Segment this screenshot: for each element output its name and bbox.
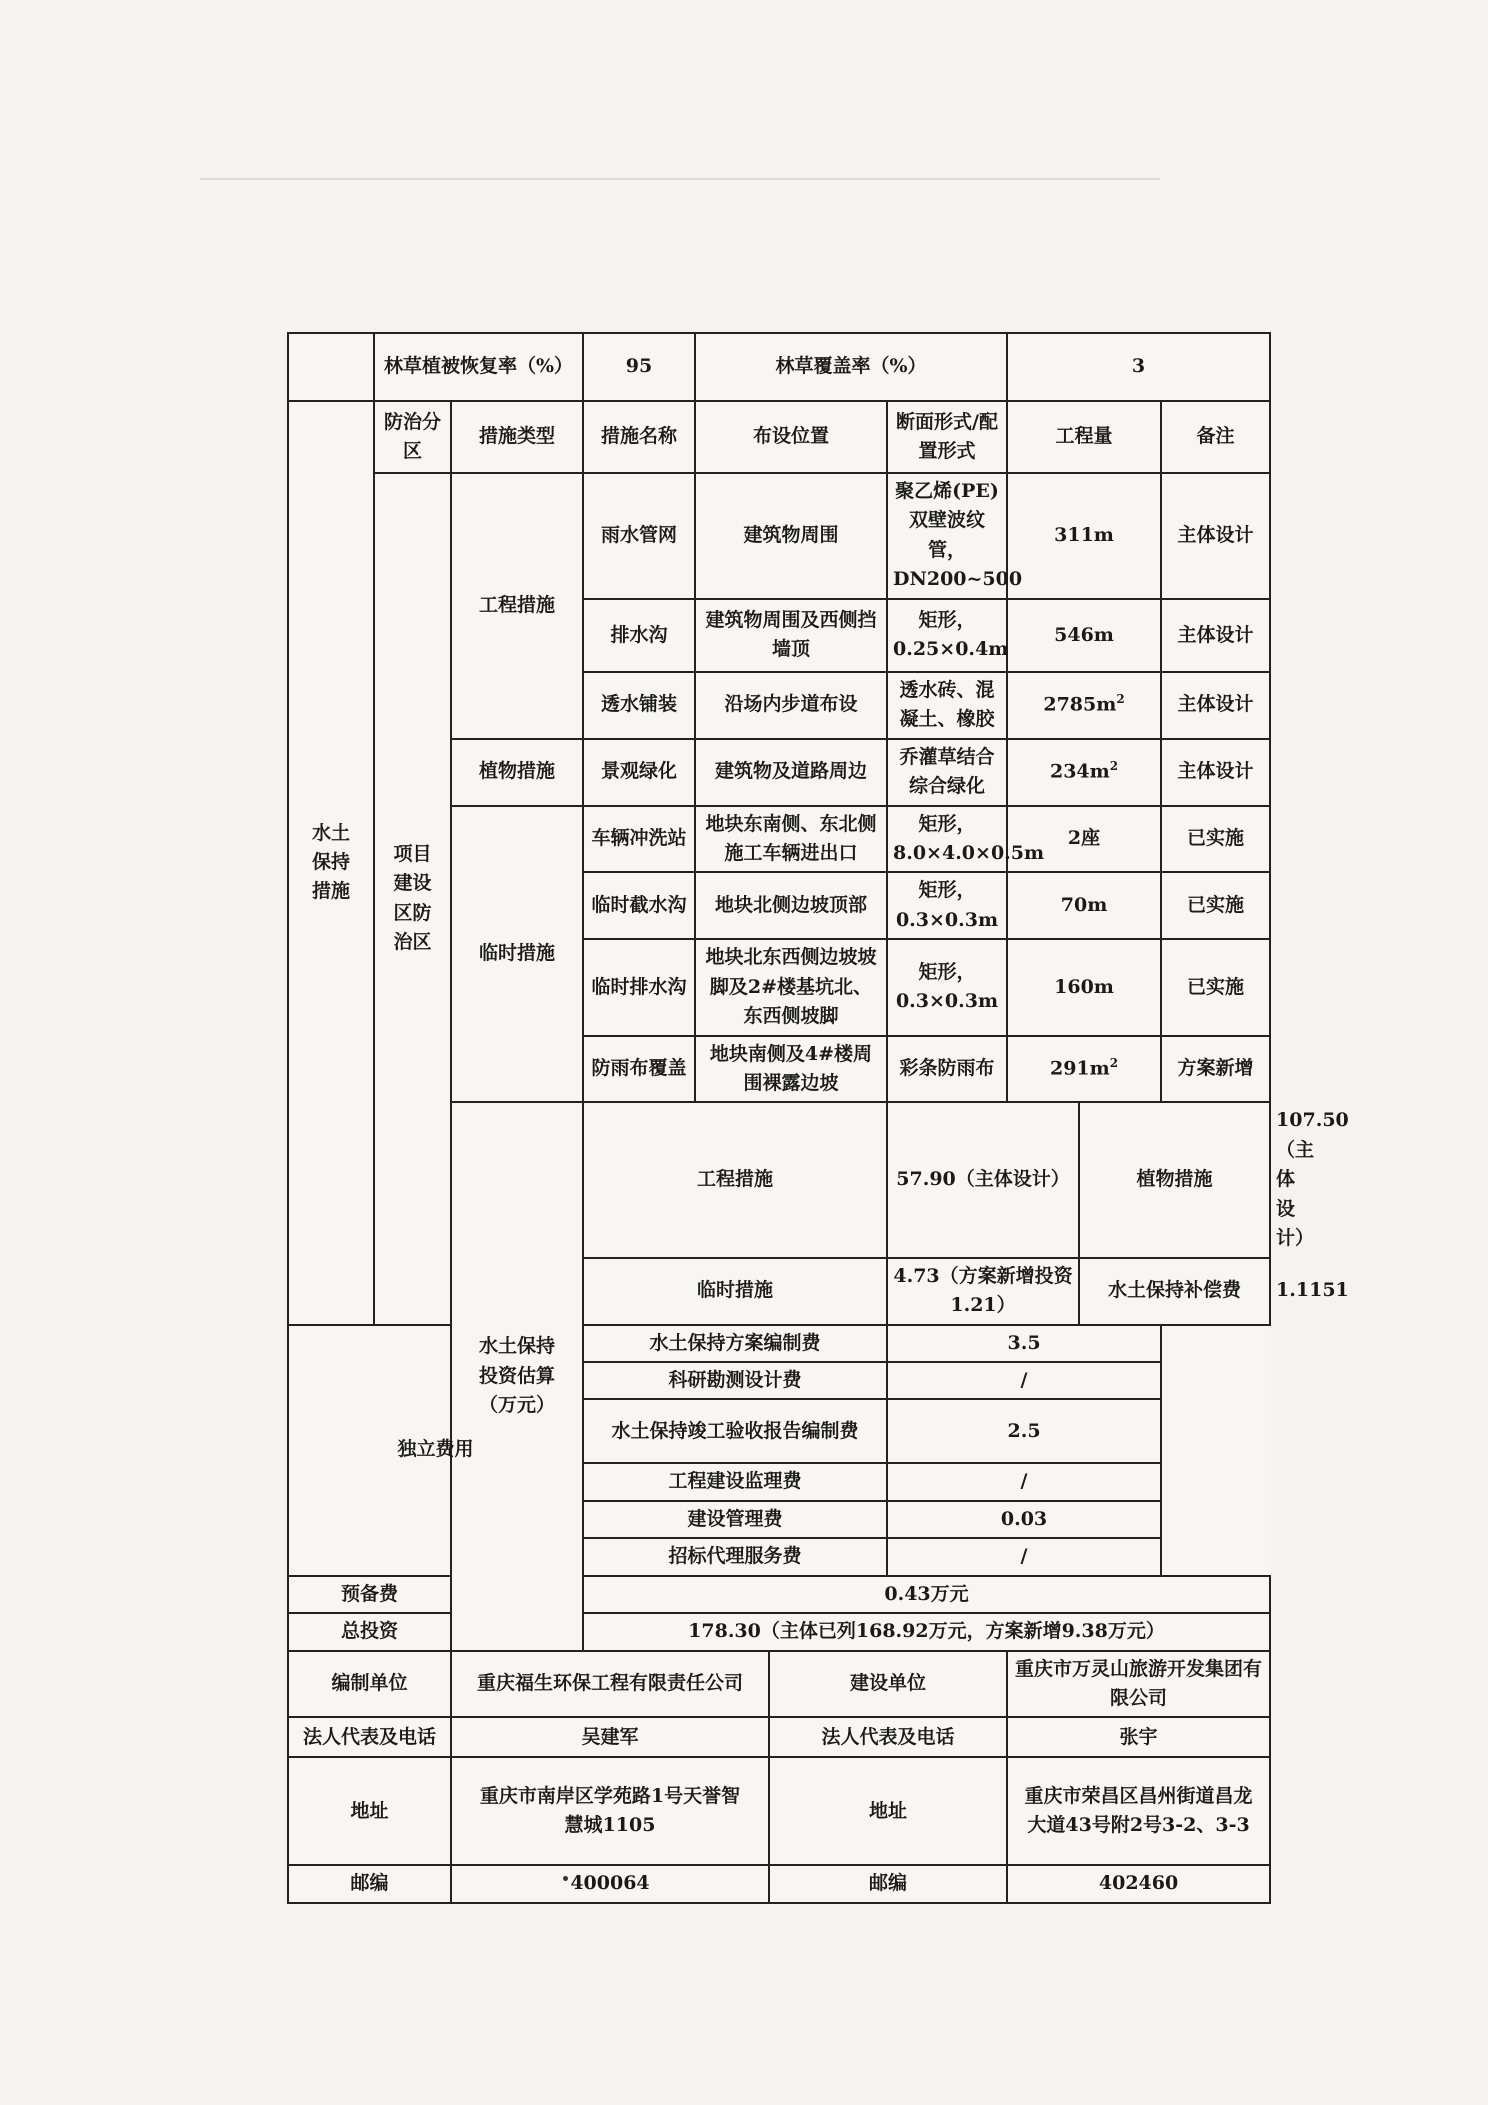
measures-header-row [288, 401, 1270, 473]
measure-form: 彩条防雨布 [887, 1036, 1007, 1103]
invest-row-temporary: 临时措施 4.73（方案新增投资1.21） 水土保持补偿费 1.1151 [288, 1258, 1270, 1325]
invest-temp-label: 临时措施 [583, 1258, 887, 1325]
prep-zip-label: 邮编 [288, 1865, 451, 1902]
scan-dot [563, 1876, 568, 1881]
measure-row [288, 473, 1270, 599]
measure-quantity: 70m [1007, 872, 1161, 939]
measure-note: 已实施 [1161, 806, 1270, 873]
forest-coverage-value: 3 [1007, 333, 1270, 401]
invest-row-engineering: 水土保持投资估算（万元） 工程措施 57.90（主体设计） 植物措施 107.50（主体设计） [288, 1102, 1270, 1257]
zone-label: 项目建设区防治区 [374, 473, 451, 1325]
address-row [288, 1757, 1270, 1865]
reserve-fee-label: 预备费 [288, 1576, 451, 1613]
invest-plant-label: 植物措施 [1079, 1102, 1270, 1257]
indep-fee-item: 招标代理服务费 [583, 1538, 887, 1575]
header-type: 措施类型 [451, 401, 583, 473]
build-address-value: 重庆市荣昌区昌州街道昌龙大道43号附2号3-2、3-3 [1007, 1757, 1270, 1865]
measures-section-label: 水土保持措施 [288, 401, 374, 1325]
build-unit-value: 重庆市万灵山旅游开发集团有限公司 [1007, 1651, 1270, 1718]
measure-form: 矩形，0.25×0.4m [887, 599, 1007, 672]
total-investment-value: 178.30（主体已列168.92万元，方案新增9.38万元） [583, 1613, 1270, 1650]
indep-fee-item: 水土保持方案编制费 [583, 1325, 887, 1362]
measure-name: 临时截水沟 [583, 872, 695, 939]
quantity-exponent: 2 [1116, 692, 1125, 707]
soil-water-conservation-table [287, 332, 1349, 1904]
measure-quantity [1007, 672, 1161, 739]
header-zone: 防治分区 [374, 401, 451, 473]
indep-fee-value: 0.03 [887, 1501, 1161, 1538]
measure-location: 沿场内步道布设 [695, 672, 887, 739]
build-zip-value: 402460 [1007, 1865, 1270, 1902]
invest-eng-label: 工程措施 [583, 1102, 887, 1257]
unit-row [288, 1651, 1270, 1718]
measure-form: 聚乙烯(PE)双壁波纹管，DN200~500 [887, 473, 1007, 599]
measure-quantity [1007, 1036, 1161, 1103]
measure-quantity: 546m [1007, 599, 1161, 672]
prep-legal-label: 法人代表及电话 [288, 1717, 451, 1757]
invest-comp-label: 水土保持补偿费 [1079, 1258, 1270, 1325]
measure-note: 方案新增 [1161, 1036, 1270, 1103]
scan-artifact-line [200, 178, 1160, 180]
quantity-exponent: 2 [1109, 759, 1119, 774]
measure-name: 景观绿化 [583, 739, 695, 806]
measure-type: 临时措施 [451, 806, 583, 1103]
measure-name: 车辆冲洗站 [583, 806, 695, 873]
indep-fee-row [288, 1325, 1270, 1362]
measure-form: 矩形，8.0×4.0×0.5m [887, 806, 1007, 873]
measure-location: 建筑物周围 [695, 473, 887, 599]
measure-note: 已实施 [1161, 872, 1270, 939]
build-address-label: 地址 [769, 1757, 1007, 1865]
measure-location: 建筑物周围及西侧挡墙顶 [695, 599, 887, 672]
measure-location: 地块东南侧、东北侧施工车辆进出口 [695, 806, 887, 873]
measure-form: 矩形，0.3×0.3m [887, 939, 1007, 1035]
measure-location: 地块南侧及4#楼周围裸露边坡 [695, 1036, 887, 1103]
indep-fee-value: 2.5 [887, 1399, 1161, 1463]
prep-address-value: 重庆市南岸区学苑路1号天誉智慧城1105 [451, 1757, 769, 1865]
indep-fee-item: 科研勘测设计费 [583, 1362, 887, 1399]
indep-fee-label: 独立费用 [288, 1325, 583, 1576]
reserve-fee-value: 0.43万元 [583, 1576, 1270, 1613]
invest-eng-value: 57.90（主体设计） [887, 1102, 1079, 1257]
quantity-number: 234m [1049, 760, 1110, 783]
build-legal-label: 法人代表及电话 [769, 1717, 1007, 1757]
measure-name: 防雨布覆盖 [583, 1036, 695, 1103]
measure-note: 主体设计 [1161, 473, 1270, 599]
header-quantity: 工程量 [1007, 401, 1161, 473]
measure-note: 主体设计 [1161, 739, 1270, 806]
measure-location: 地块北东西侧边坡坡脚及2#楼基坑北、东西侧坡脚 [695, 939, 887, 1035]
build-unit-label: 建设单位 [769, 1651, 1007, 1718]
indep-fee-value: / [887, 1463, 1161, 1500]
measure-quantity: 2座 [1007, 806, 1161, 873]
blank-cell [288, 333, 374, 401]
reserve-fee-row [288, 1576, 1270, 1613]
measure-location: 建筑物及道路周边 [695, 739, 887, 806]
invest-temp-value: 4.73（方案新增投资1.21） [887, 1258, 1079, 1325]
zip-row [288, 1865, 1270, 1902]
measure-name: 排水沟 [583, 599, 695, 672]
prep-unit-label: 编制单位 [288, 1651, 451, 1718]
indep-fee-value: / [887, 1362, 1161, 1399]
prep-legal-value: 吴建军 [451, 1717, 769, 1757]
vegetation-rate-row [288, 333, 1270, 401]
measure-name: 雨水管网 [583, 473, 695, 599]
measure-type: 工程措施 [451, 473, 583, 739]
measure-quantity [1007, 739, 1161, 806]
indep-fee-item: 建设管理费 [583, 1501, 887, 1538]
header-location: 布设位置 [695, 401, 887, 473]
prep-zip-value: 400064 [451, 1865, 769, 1902]
investment-section-label: 水土保持投资估算（万元） [451, 1102, 583, 1650]
header-note: 备注 [1161, 401, 1270, 473]
build-zip-label: 邮编 [769, 1865, 1007, 1902]
measure-quantity: 311m [1007, 473, 1161, 599]
measure-quantity: 160m [1007, 939, 1161, 1035]
measure-name: 临时排水沟 [583, 939, 695, 1035]
total-investment-label: 总投资 [288, 1613, 451, 1650]
quantity-exponent: 2 [1109, 1056, 1119, 1071]
measure-note: 主体设计 [1161, 672, 1270, 739]
measure-note: 已实施 [1161, 939, 1270, 1035]
measure-form: 乔灌草结合综合绿化 [887, 739, 1007, 806]
header-name: 措施名称 [583, 401, 695, 473]
indep-fee-value: / [887, 1538, 1161, 1575]
total-investment-row [288, 1613, 1270, 1650]
legal-rep-row [288, 1717, 1270, 1757]
measure-form: 矩形，0.3×0.3m [887, 872, 1007, 939]
measure-location: 地块北侧边坡顶部 [695, 872, 887, 939]
header-form: 断面形式/配置形式 [887, 401, 1007, 473]
quantity-number: 2785m [1043, 693, 1117, 716]
vegetation-recovery-value: 95 [583, 333, 695, 401]
measure-form: 透水砖、混凝土、橡胶 [887, 672, 1007, 739]
indep-fee-item: 工程建设监理费 [583, 1463, 887, 1500]
quantity-number: 291m [1049, 1057, 1110, 1080]
measure-type: 植物措施 [451, 739, 583, 806]
build-legal-value: 张宇 [1007, 1717, 1270, 1757]
prep-address-label: 地址 [288, 1757, 451, 1865]
indep-fee-value: 3.5 [887, 1325, 1161, 1362]
indep-fee-item: 水土保持竣工验收报告编制费 [583, 1399, 887, 1463]
vegetation-recovery-label: 林草植被恢复率（%） [374, 333, 583, 401]
measure-name: 透水铺装 [583, 672, 695, 739]
measure-note: 主体设计 [1161, 599, 1270, 672]
forest-coverage-label: 林草覆盖率（%） [695, 333, 1007, 401]
prep-unit-value: 重庆福生环保工程有限责任公司 [451, 1651, 769, 1718]
